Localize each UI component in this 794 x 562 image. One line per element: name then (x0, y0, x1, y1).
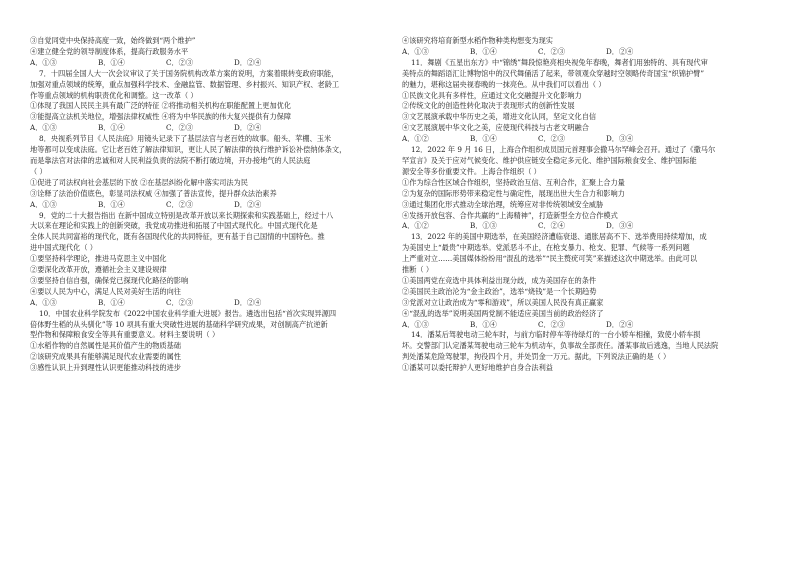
text-line: ①水稻作物的自然属性是其价值产生的物质基础 (30, 341, 181, 351)
text-line: ④该研究将培育新型水稻作物种类构想变为现实 (402, 36, 553, 45)
text-line: ③通过集团化形式推动全球治理，统筹应对非传统领域安全威胁 (402, 199, 604, 209)
text-line: 上严重对立……美国媒体纷纷用“混乱的选举”“民主赘疣可笑”来描述这次中期选举。由此可以 (402, 254, 698, 264)
text-line: 推断（ ） (402, 265, 434, 275)
question-stem-line: 9．党的二十大报告指出 在新中国成立特别是改革开放以来长期探索和实践基础上，经过十八 (39, 210, 334, 220)
answer-option: A．①③ (30, 123, 57, 133)
text-line: ②要深化改革开放，遵循社会主义建设规律 (30, 265, 167, 275)
text-line: ③能提高立法机关地位，增强法律权威性 ④将为中华民族的伟大复兴提供有力保障 (30, 112, 292, 122)
text-line: ③自觉同党中央保持高度一致，始终做到“两个维护” (30, 36, 196, 45)
question-stem-line: 11．舞剧《五星出东方》中“锦绣”舞段惊艳亮相央视兔年春晚，舞者们用独特的、具有现代审 (411, 57, 708, 67)
text-line: ④“混乱的选举”说明美国两党制不能适应美国当前的政治经济了 (402, 308, 604, 318)
text-line: 的魅力，堪称这届央视春晚的一抹亮色。从中我们可以看出（ ） (402, 79, 606, 89)
text-line: 而是靠法官对法律的忠诚和对人民利益负责的法院不断打破边境，开办接地气的人民法庭 (30, 155, 311, 165)
answer-options (30, 200, 392, 211)
text-line: ②传统文化的创造性转化取决于表现形式的创新性发展 (402, 101, 575, 111)
text-line: ①潘某可以委托辩护人更好地维护自身合法利益 (402, 363, 553, 373)
text-line: ③诠释了法治价值底色，彰显司法权威 ④加强了普法宣传，提升群众法治素养 (30, 188, 277, 198)
text-line: 型作物和保障粮食安全等具有重要意义。材料主要说明（ ） (30, 330, 220, 340)
text-line: ④要以人民为中心，满足人民对美好生活的向往 (30, 286, 181, 296)
answer-options (402, 320, 764, 331)
text-line: ②该研究成果具有能够满足现代农业需要的属性 (30, 352, 181, 362)
text-line: ①民族文化具有多样性，应通过文化交融提升文化影响力 (402, 90, 582, 100)
text-line: ①美国两党在竞选中具体利益出现分歧，成为美国存在的条件 (402, 275, 597, 285)
answer-option: C．②③ (166, 123, 194, 133)
text-line: ④文艺展演展中华文化之美，应使现代科技与古老文明融合 (402, 123, 589, 133)
text-line: ④建立健全党的领导制度体系，提高行政服务水平 (30, 46, 189, 56)
answer-option: C．②③ (166, 199, 194, 209)
text-line: ①促进了司法权向社会基层的下放 ②在基层纠纷化解中落实司法为民 (30, 177, 248, 187)
right-column (402, 36, 764, 374)
answer-options (30, 123, 392, 134)
answer-option: D．②④ (234, 199, 262, 209)
question-stem-line: 10．中国农业科学院发布《2022中国农业科学重大进展》报告。遴选出包括“首次实现异源四 (39, 308, 337, 318)
text-line: 为美国史上“最贵”中期选举。党派恶斗不止，在枪支暴力、枪支、犯罪、气候等一系列问题 (402, 243, 690, 253)
text-line: ③党派对立让政治成为“零和游戏”，所以美国人民没有真正赢家 (402, 297, 604, 307)
text-line: ①体现了我国人民民主具有最广泛的特征 ②将推动相关机构在职能配置上更加优化 (30, 101, 292, 111)
answer-option: C．②③ (538, 134, 566, 144)
answer-options (402, 134, 764, 145)
text-line: （ ） (30, 166, 47, 176)
answer-option: C．②④ (538, 221, 566, 231)
answer-option: B．①④ (98, 297, 125, 307)
answer-options (30, 58, 392, 69)
text-line: 判处潘某危险驾驶罪，拘役四个月，并处罚金一万元。据此，下列说法正确的是（ ） (402, 352, 671, 362)
answer-option: D．③④ (606, 221, 634, 231)
answer-option: A．①③ (30, 57, 57, 67)
answer-option: A．①③ (30, 199, 57, 209)
text-line: 作等重点领域的机构职责优化和调整。这一改革（ ） (30, 90, 198, 100)
text-line: ③感性认识上升到理性认识更能推动科技的进步 (30, 363, 181, 373)
answer-option: C．②③ (538, 319, 566, 329)
answer-option: C．②③ (166, 297, 194, 307)
answer-options (402, 47, 764, 58)
text-line: 加强对重点领域的统筹，重点加强科学技术、金融监管、数据管理、乡村振兴、知识产权、老龄工 (30, 79, 340, 89)
text-line: ①要坚持科学理论，推进马克思主义中国化 (30, 254, 167, 264)
text-line: 倍体野生稻的从头驯化”等 10 项具有重大突破性进展的基础科学研究成果，对创制高产抗逆新 (30, 319, 328, 329)
text-line: ②为复杂的国际形势带来稳定性与确定性，展现出世大生合力和影响力 (402, 188, 625, 198)
answer-option: A．①③ (30, 297, 57, 307)
text-line: 美特点的舞蹈语汇让博物馆中的汉代舞俑活了起来，带领观众穿越时空领略传奇国宝“织锦护臂” (402, 68, 705, 78)
question-stem-line: 12．2022 年 9 月 16 日，上海合作组织成员国元首理事会撒马尔罕峰会召开。通过了《撒马尔 (411, 145, 716, 155)
answer-option: A．①② (402, 134, 429, 144)
text-line: 源安全等多份重要文件。上海合作组织（ ） (402, 166, 541, 176)
answer-option: C．②③ (166, 57, 194, 67)
question-stem-line: 7．十四届全国人大一次会议审议了关于国务院机构改革方案的说明，方案着眼转变政府职能， (39, 68, 339, 78)
answer-option: B．①④ (98, 123, 125, 133)
answer-option: B．①④ (470, 134, 497, 144)
answer-option: B．①④ (98, 199, 125, 209)
answer-options (30, 298, 392, 309)
answer-option: B．①③ (470, 221, 497, 231)
answer-option: D．③④ (606, 134, 634, 144)
text-line: 全体人民共同富裕的现代化，既有各国现代化的共同特征，更有基于自己国情的中国特色。推 (30, 232, 325, 242)
answer-option: B．①④ (470, 46, 497, 56)
answer-option: D．②④ (606, 319, 634, 329)
question-stem-line: 8．央视系列节目《人民法庭》用镜头记录下了基层法官与老百姓的故事。船头、苹棚、玉米 (39, 134, 332, 144)
answer-option: A．①③ (402, 46, 429, 56)
answer-option: D．②④ (234, 57, 262, 67)
left-column (30, 36, 392, 374)
answer-option: D．②④ (606, 46, 634, 56)
question-stem-line: 14．潘某后驾驶电动三轮车时，与前方临时停车等待绿灯的一台小轿车相撞，致使小轿车损 (411, 330, 701, 340)
text-line: ①作为综合性区域合作组织，坚持政治互信、互利合作，汇聚上合力量 (402, 177, 625, 187)
text-line: 进中国式现代化（ ） (30, 243, 97, 253)
answer-options (402, 221, 764, 232)
answer-option: A．①③ (402, 319, 429, 329)
answer-option: B．①④ (98, 57, 125, 67)
text-line: ③要坚持自信自强，确保党已探现代化路径的影响 (30, 275, 189, 285)
text-line: 坏。交警部门认定潘某驾驶电动三轮车为机动车，负事故全部责任。潘某事故后逃逸，当地人民法院 (402, 341, 719, 351)
text-line: ③文艺展演承载中华历史之美，增进文化认同，坚定文化自信 (402, 112, 597, 122)
text-line: ④发扬开放包容、合作共赢的“上海精神”，打造新型全方位合作模式 (402, 210, 618, 220)
answer-option: D．②④ (234, 297, 262, 307)
answer-option: A．①② (402, 221, 429, 231)
question-stem-line: 13．2022 年的美国中期选举，在美国经济遭临衰退、通胀居高不下、选举费用持续增加，成 (411, 232, 707, 242)
text-line: ②美国民主政治沦为“金主政治”，选举“烧钱”是一个长期趋势 (402, 286, 597, 296)
answer-option: D．②④ (234, 123, 262, 133)
text-line: 大以来在理论和实践上的创新突破，我党成功推进和拓展了中国式现代化。中国式现代化是 (30, 221, 318, 231)
text-line: 罕宣言》及关于应对气候变化、维护供应链安全稳定多元化、维护国际粮食安全、维护国际能 (402, 155, 697, 165)
answer-option: B．①④ (470, 319, 497, 329)
text-line: 地等都可以变成法庭。它让老百姓了解法律知识，更让人民了解法律的执行维护诉讼补偿纳体条文， (30, 145, 347, 155)
answer-option: C．②③ (538, 46, 566, 56)
